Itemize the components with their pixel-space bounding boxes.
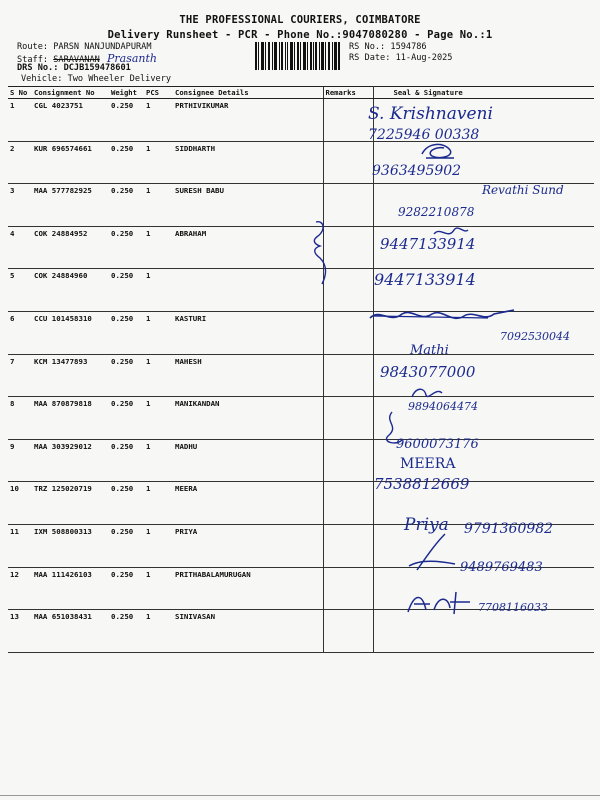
- signature-1-name: S. Krishnaveni: [368, 104, 493, 124]
- row-weight: 0.250: [109, 269, 144, 312]
- row-sno: 5: [8, 269, 32, 312]
- company-title: THE PROFESSIONAL COURIERS, COIMBATORE: [179, 14, 421, 26]
- row-weight: 0.250: [109, 567, 144, 610]
- rs-number: RS No.: 1594786: [349, 42, 427, 52]
- row-consignment-no: KUR 696574661: [32, 141, 109, 184]
- row-sno: 3: [8, 184, 32, 227]
- row-sno: 8: [8, 397, 32, 440]
- vehicle-text: Vehicle: Two Wheeler Delivery: [21, 74, 172, 84]
- row-weight: 0.250: [109, 439, 144, 482]
- row-pcs: 1: [144, 269, 173, 312]
- staff-label: Staff:: [17, 55, 49, 65]
- signature-12-phone: 9489769483: [460, 560, 543, 575]
- signature-7-phone: 9843077000: [380, 363, 476, 381]
- row-pcs: 1: [144, 226, 173, 269]
- col-weight-header: Weight: [109, 87, 144, 99]
- signature-8-phone: 9894064474: [408, 400, 478, 413]
- row-consignee: SIDDHARTH: [173, 141, 323, 184]
- signature-13-scribble: [404, 588, 484, 618]
- signature-7-name: Mathi: [410, 343, 449, 358]
- table-row: [8, 397, 594, 440]
- table-row: [8, 141, 594, 184]
- table-header-row: [8, 87, 594, 99]
- row-remarks: [323, 354, 373, 397]
- row-consignment-no: COK 24884952: [32, 226, 109, 269]
- row-weight: 0.250: [109, 99, 144, 142]
- row-consignee: MEERA: [173, 482, 323, 525]
- col-consignment-header: Consignment No: [32, 87, 109, 99]
- row-consignee: PRITHABALAMURUGAN: [173, 567, 323, 610]
- row-consignee: ABRAHAM: [173, 226, 323, 269]
- row-remarks: [323, 99, 373, 142]
- signature-11-name: Priya: [404, 515, 449, 535]
- signature-6-phone: 7092530044: [500, 330, 570, 343]
- row-weight: 0.250: [109, 524, 144, 567]
- row-remarks: [323, 439, 373, 482]
- row-weight: 0.250: [109, 311, 144, 354]
- row-consignment-no: MAA 651038431: [32, 610, 109, 653]
- row-sno: 2: [8, 141, 32, 184]
- table-row: [8, 354, 594, 397]
- row-weight: 0.250: [109, 610, 144, 653]
- row-consignee: MANIKANDAN: [173, 397, 323, 440]
- page-bottom-rule: [0, 795, 600, 796]
- row-sno: 7: [8, 354, 32, 397]
- table-row: [8, 439, 594, 482]
- signature-4-phone: 9282210878: [398, 205, 475, 219]
- row-weight: 0.250: [109, 397, 144, 440]
- row-consignment-no: MAA 111426103: [32, 567, 109, 610]
- row-pcs: 1: [144, 99, 173, 142]
- row-weight: 0.250: [109, 184, 144, 227]
- row-sno: 6: [8, 311, 32, 354]
- signature-9-phone: 9600073176: [396, 437, 479, 452]
- row-pcs: 1: [144, 439, 173, 482]
- signature-12-scribble: [405, 530, 465, 580]
- row-consignee: SURESH BABU: [173, 184, 323, 227]
- row-pcs: 1: [144, 184, 173, 227]
- row-weight: 0.250: [109, 226, 144, 269]
- row-sno: 1: [8, 99, 32, 142]
- row-remarks: [323, 397, 373, 440]
- row-sno: 10: [8, 482, 32, 525]
- row-consignee: SINIVASAN: [173, 610, 323, 653]
- row-remarks: [323, 610, 373, 653]
- row-weight: 0.250: [109, 354, 144, 397]
- signature-10-phone: 7538812669: [374, 475, 470, 493]
- col-pcs-header: PCS: [144, 87, 173, 99]
- signature-13-phone: 7708116033: [478, 601, 548, 614]
- row-weight: 0.250: [109, 141, 144, 184]
- signature-10-name: MEERA: [400, 456, 456, 472]
- col-signature-header: Seal & Signature: [373, 87, 594, 99]
- col-consignee-header: Consignee Details: [173, 87, 323, 99]
- row-remarks: [323, 524, 373, 567]
- row-consignment-no: MAA 577782925: [32, 184, 109, 227]
- barcode-image: [255, 42, 340, 70]
- row-consignment-no: COK 24884960: [32, 269, 109, 312]
- row-consignee: MAHESH: [173, 354, 323, 397]
- table-row: [8, 99, 594, 142]
- row-consignee: PRIYA: [173, 524, 323, 567]
- signature-5-phone: 9447133914: [374, 270, 476, 289]
- row-weight: 0.250: [109, 482, 144, 525]
- signature-11-phone: 9791360982: [464, 521, 554, 537]
- col-remarks-header: Remarks: [323, 87, 373, 99]
- row-pcs: 1: [144, 524, 173, 567]
- signature-6-scribble: [368, 306, 518, 328]
- row-pcs: 1: [144, 610, 173, 653]
- row-remarks: [323, 482, 373, 525]
- row-consignment-no: MAA 870879818: [32, 397, 109, 440]
- row-pcs: 1: [144, 141, 173, 184]
- row-pcs: 1: [144, 354, 173, 397]
- row-consignee: KASTURI: [173, 311, 323, 354]
- row-sno: 11: [8, 524, 32, 567]
- row-sno: 4: [8, 226, 32, 269]
- row-consignee: PRTHIVIKUMAR: [173, 99, 323, 142]
- rs-date: RS Date: 11-Aug-2025: [349, 53, 453, 63]
- row-remarks: [323, 311, 373, 354]
- row-consignee: MADHU: [173, 439, 323, 482]
- table-row: [8, 482, 594, 525]
- row-consignment-no: KCM 13477893: [32, 354, 109, 397]
- staff-handwritten-name: Prasanth: [107, 52, 158, 65]
- drs-number: DRS No.: DCJB159478601: [17, 63, 131, 73]
- row-consignment-no: MAA 303929012: [32, 439, 109, 482]
- row-sno: 12: [8, 567, 32, 610]
- col-sno-header: S No: [8, 87, 32, 99]
- signature-4b-phone: 9447133914: [380, 235, 476, 253]
- signature-3-name: Revathi Sund: [482, 183, 564, 197]
- row-consignment-no: TRZ 125020719: [32, 482, 109, 525]
- row-sno: 13: [8, 610, 32, 653]
- signature-1-phone: 7225946 00338: [368, 127, 480, 143]
- row-pcs: 1: [144, 567, 173, 610]
- row-pcs: 1: [144, 397, 173, 440]
- row-pcs: 1: [144, 482, 173, 525]
- signature-2-scribble: [418, 140, 458, 162]
- row-consignment-no: CGL 4023751: [32, 99, 109, 142]
- signature-3-phone: 9363495902: [372, 163, 462, 179]
- row-remarks: [323, 567, 373, 610]
- bracket-mark: [300, 218, 360, 293]
- table-row: [8, 610, 594, 653]
- runsheet-subtitle: Delivery Runsheet - PCR - Phone No.:9047080280 - Page No.:1: [107, 29, 493, 41]
- row-sno: 9: [8, 439, 32, 482]
- staff-printed-name: SARAVANAN: [53, 55, 100, 65]
- row-remarks: [323, 141, 373, 184]
- row-consignment-no: CCU 101458310: [32, 311, 109, 354]
- row-consignment-no: IXM 508800313: [32, 524, 109, 567]
- row-pcs: 1: [144, 311, 173, 354]
- route-text: Route: PARSN NANJUNDAPURAM: [17, 42, 152, 52]
